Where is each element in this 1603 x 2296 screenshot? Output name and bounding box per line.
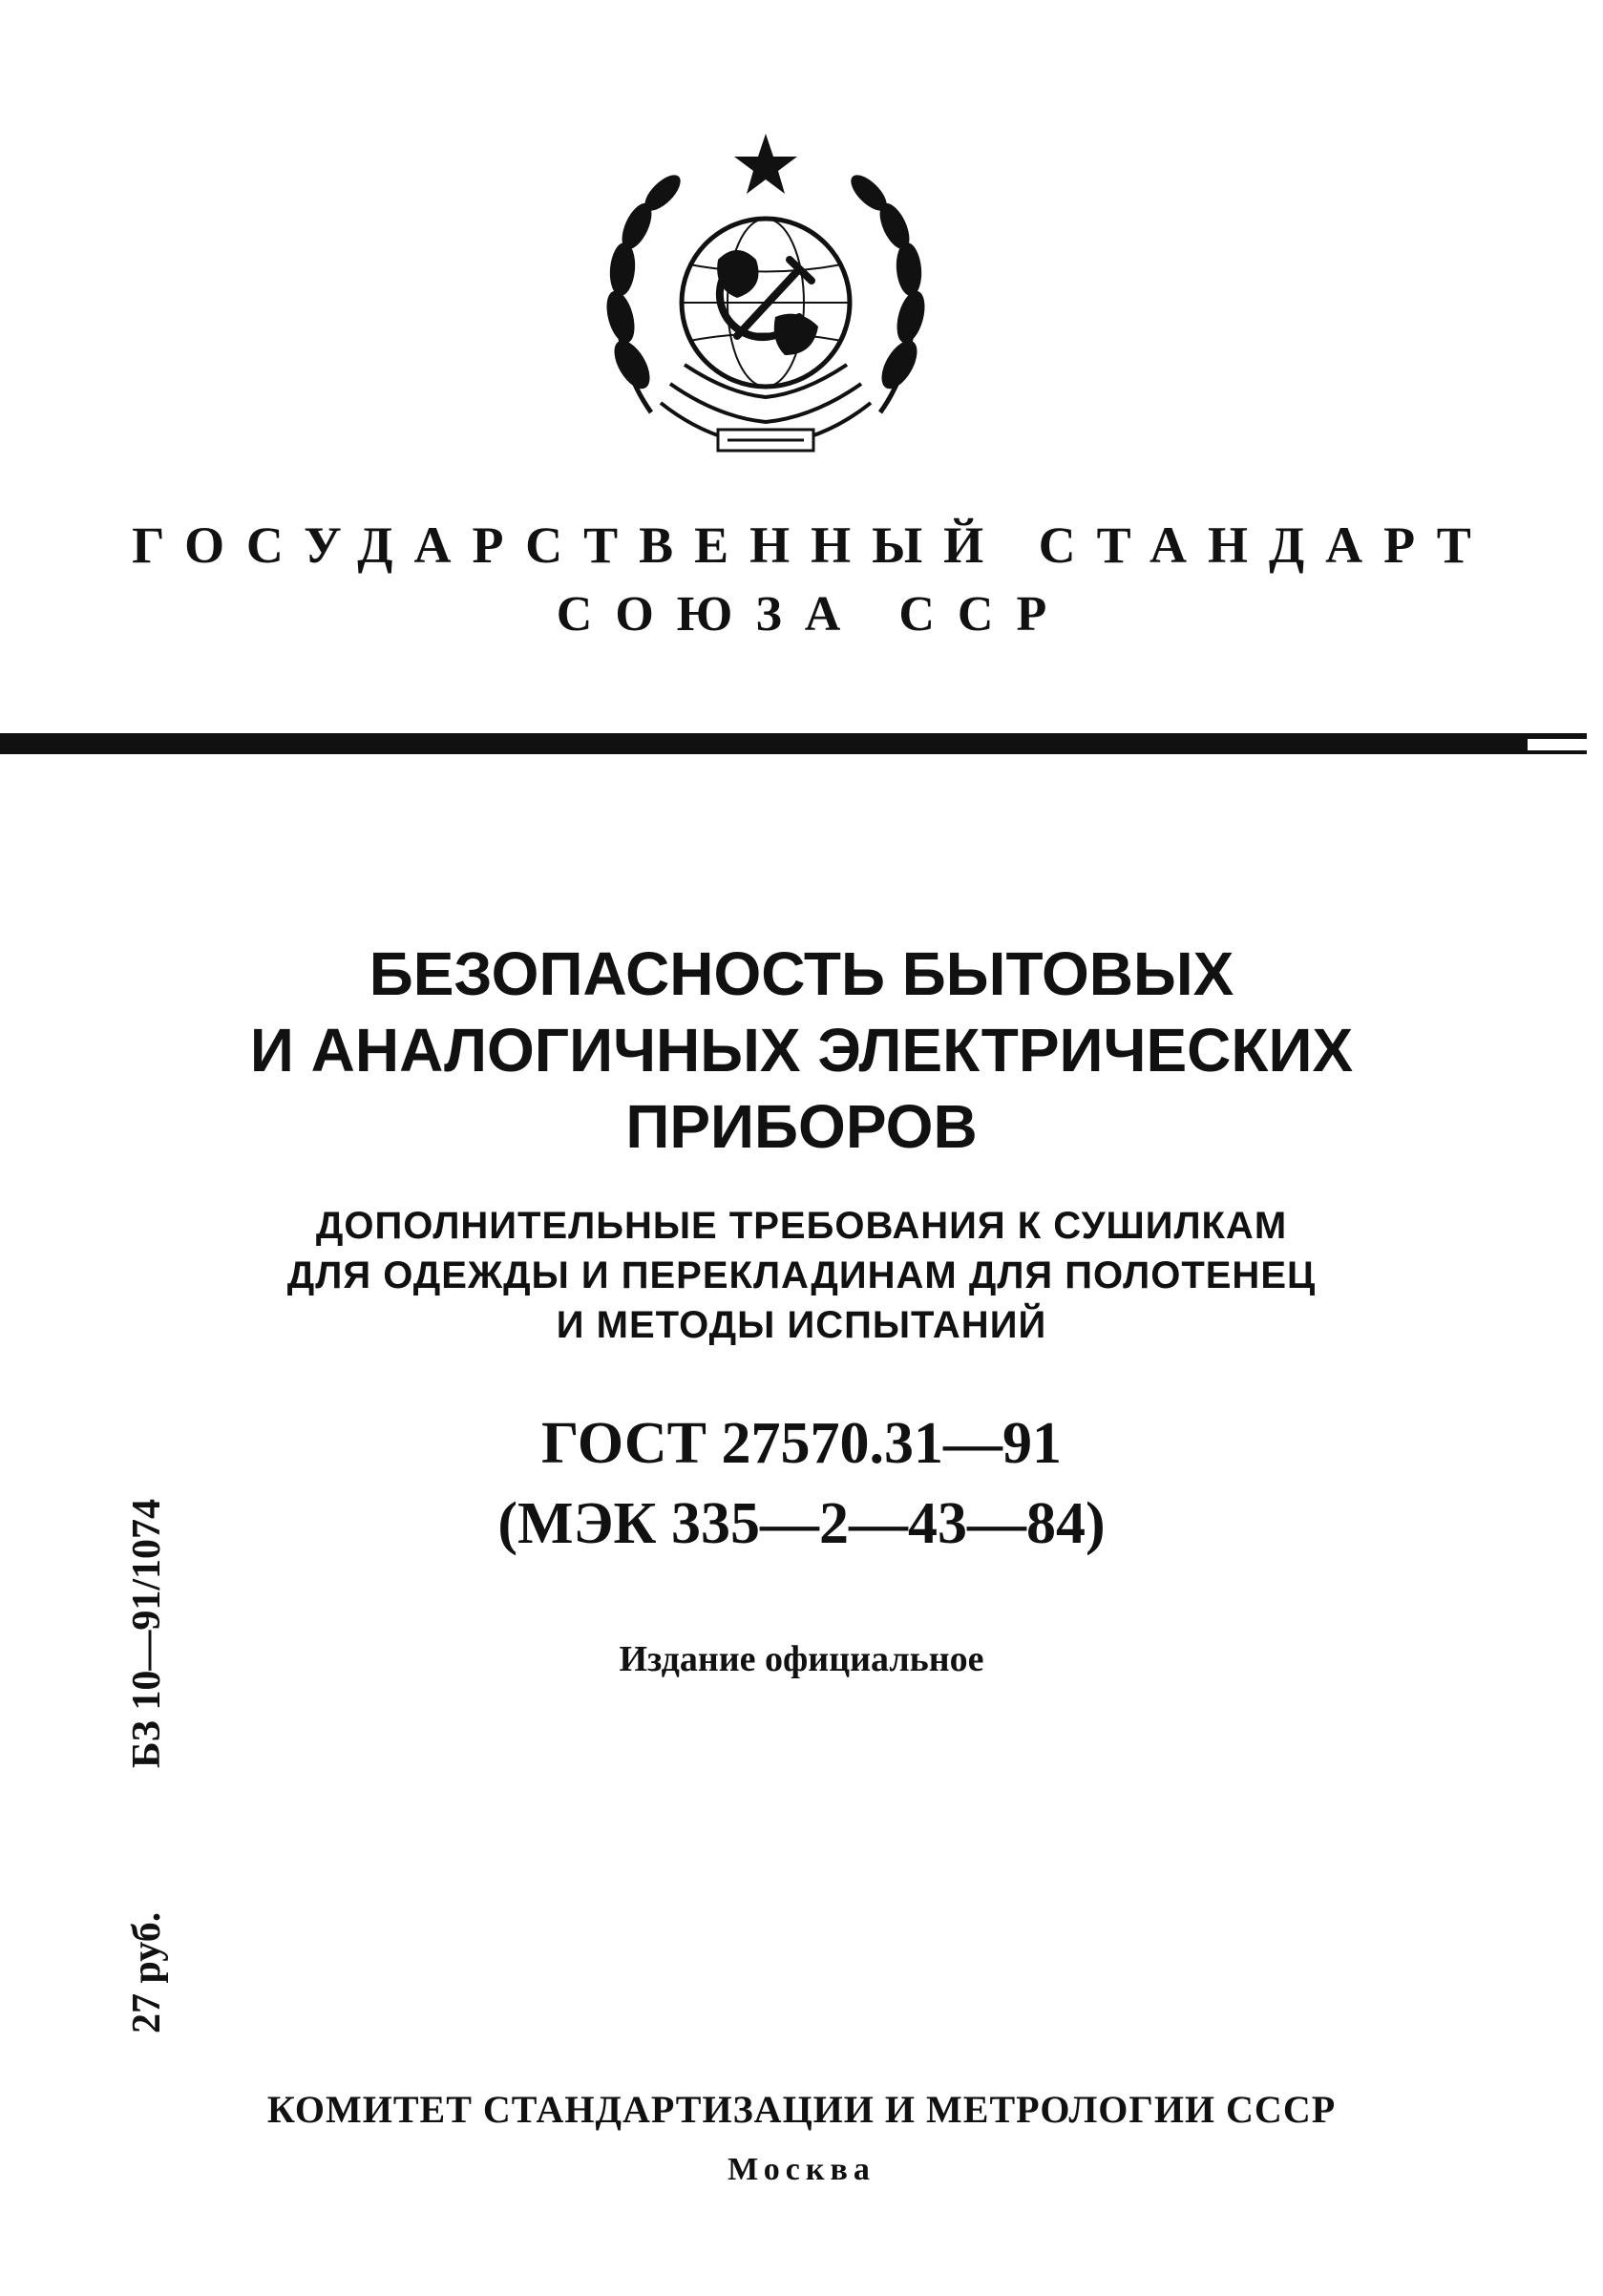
print-code: БЗ 10—91/1074 [125,1499,169,1769]
document-subtitle [0,1201,1603,1350]
side-margin-note [124,1499,170,2033]
price-label: 27 руб. [125,1911,169,2033]
ussr-state-emblem-icon [594,126,938,481]
subtitle-line-2: ДЛЯ ОДЕЖДЫ И ПЕРЕКЛАДИНАМ ДЛЯ ПОЛОТЕНЕЦ [286,1254,1317,1296]
title-line-2: И АНАЛОГИЧНЫХ ЭЛЕКТРИЧЕСКИХ [249,1016,1354,1085]
header-state-standard: ГОСУДАРСТВЕННЫЙ СТАНДАРТ [132,516,1492,574]
edition-label: Издание официальное [619,1639,984,1679]
document-title [0,936,1603,1165]
subtitle-line-1: ДОПОЛНИТЕЛЬНЫЕ ТРЕБОВАНИЯ К СУШИЛКАМ [315,1205,1288,1247]
iec-number: (МЭК 335—2—43—84) [497,1491,1106,1556]
gost-number: ГОСТ 27570.31—91 [540,1411,1062,1476]
subtitle-line-3: И МЕТОДЫ ИСПЫТАНИЙ [556,1304,1047,1346]
publisher-city: Москва [728,2152,875,2187]
standard-designation [0,1403,1603,1564]
rule-end-gap [1528,739,1587,750]
horizontal-rule [0,733,1587,754]
publisher-committee: КОМИТЕТ СТАНДАРТИЗАЦИИ И МЕТРОЛОГИИ СССР [266,2088,1337,2131]
title-line-1: БЕЗОПАСНОСТЬ БЫТОВЫХ [369,939,1234,1008]
header-ussr: СОЮЗА ССР [556,587,1070,642]
title-line-3: ПРИБОРОВ [625,1092,978,1161]
